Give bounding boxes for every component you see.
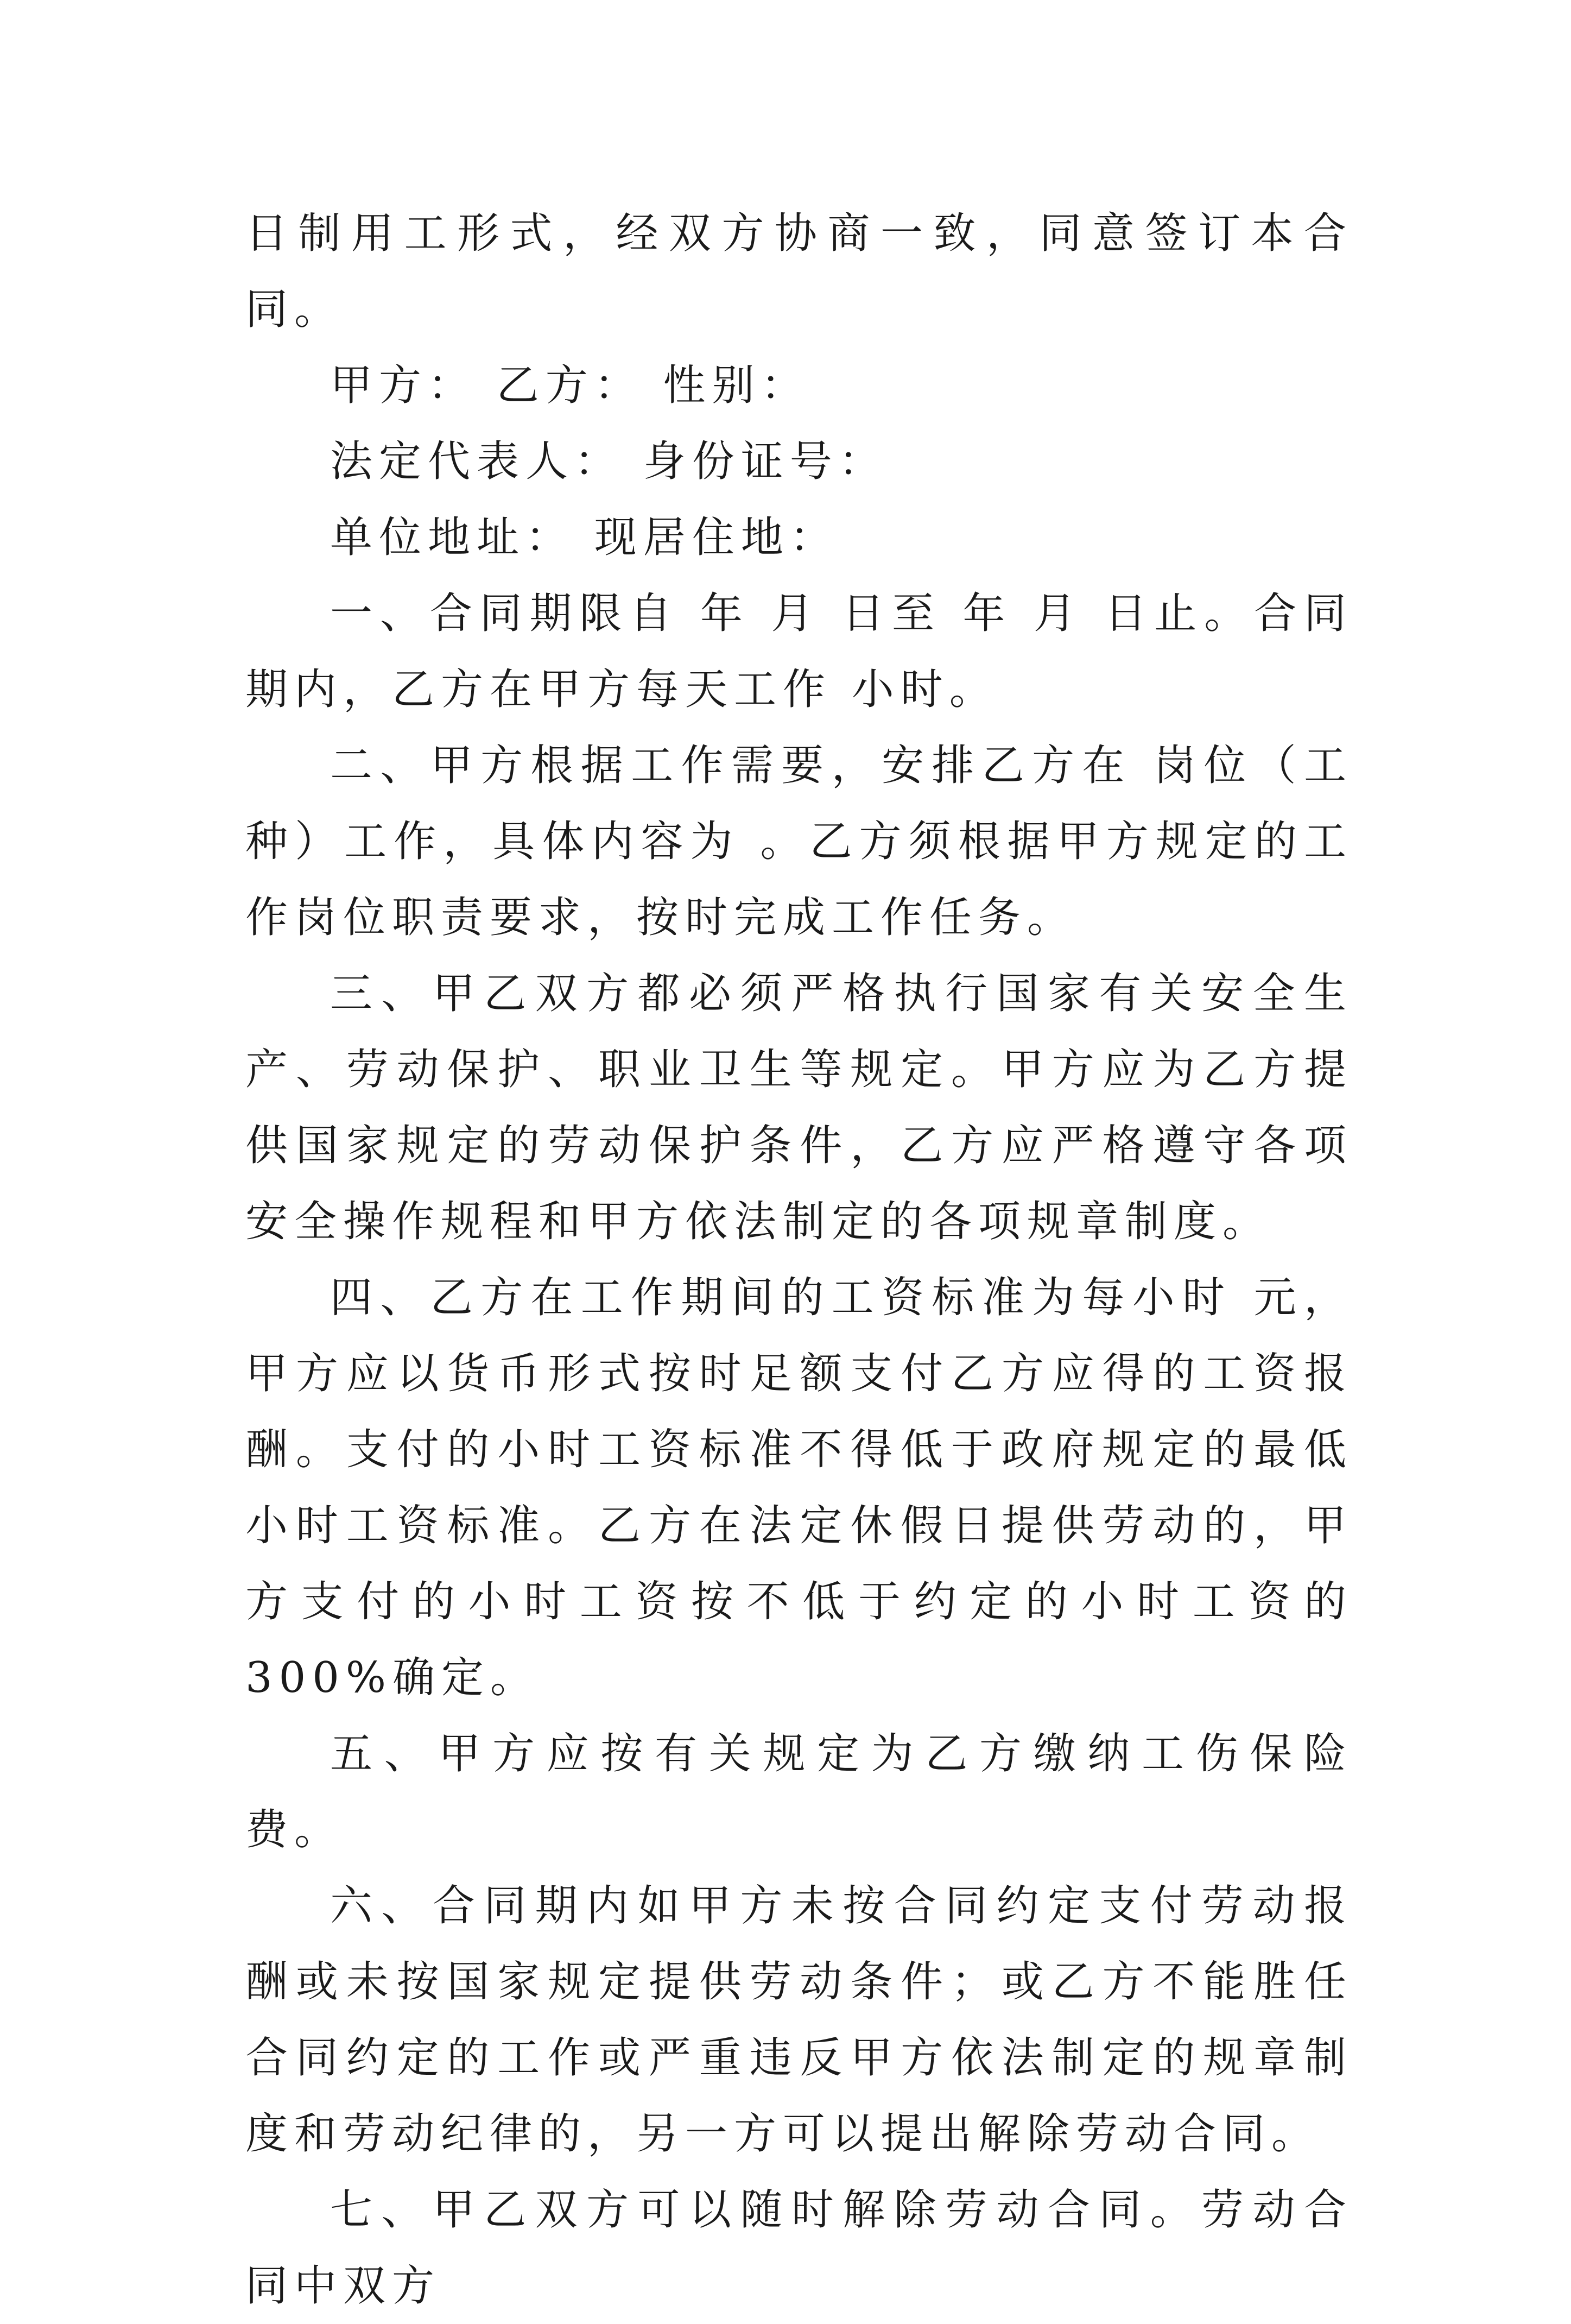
paragraph-representative: 法定代表人： 身份证号： xyxy=(330,437,888,486)
clause-4-wages: 四、乙方在工作期间的工资标准为每小时 元，甲方应以货币形式按时足额支付乙方应得的工资报酬。支付的小时工资标准不得低于政府规定的最低小时工资标准。乙方在法定休假日提供劳动的，甲方支付的小时工资按不低于约定的小时工资的300%确定。 xyxy=(245,1273,1353,1702)
clause-3-safety: 三、甲乙双方都必须严格执行国家有关安全生产、劳动保护、职业卫生等规定。甲方应为乙方提供国家规定的劳动保护条件，乙方应严格遵守各项安全操作规程和甲方依法制定的各项规章制度。 xyxy=(245,969,1353,1246)
contract-body xyxy=(245,195,1353,2324)
paragraph-parties: 甲方： 乙方： 性别： xyxy=(330,361,810,410)
clause-7-dissolution: 七、甲乙双方可以随时解除劳动合同。劳动合同中双方 xyxy=(245,2186,1353,2310)
paragraph-address: 单位地址： 现居住地： xyxy=(330,513,839,562)
paragraph-continuation: 日制用工形式，经双方协商一致，同意签订本合同。 xyxy=(245,209,1353,334)
clause-5-insurance: 五、甲方应按有关规定为乙方缴纳工伤保险费。 xyxy=(245,1729,1353,1854)
clause-2-position: 二、甲方根据工作需要，安排乙方在 岗位（工种）工作，具体内容为 。乙方须根据甲方规定的工作岗位职责要求，按时完成工作任务。 xyxy=(245,741,1353,942)
clause-1-term: 一、合同期限自 年 月 日至 年 月 日止。合同期内，乙方在甲方每天工作 小时。 xyxy=(245,589,1353,714)
clause-6-termination: 六、合同期内如甲方未按合同约定支付劳动报酬或未按国家规定提供劳动条件；或乙方不能胜任合同约定的工作或严重违反甲方依法制定的规章制度和劳动纪律的，另一方可以提出解除劳动合同。 xyxy=(245,1881,1353,2158)
